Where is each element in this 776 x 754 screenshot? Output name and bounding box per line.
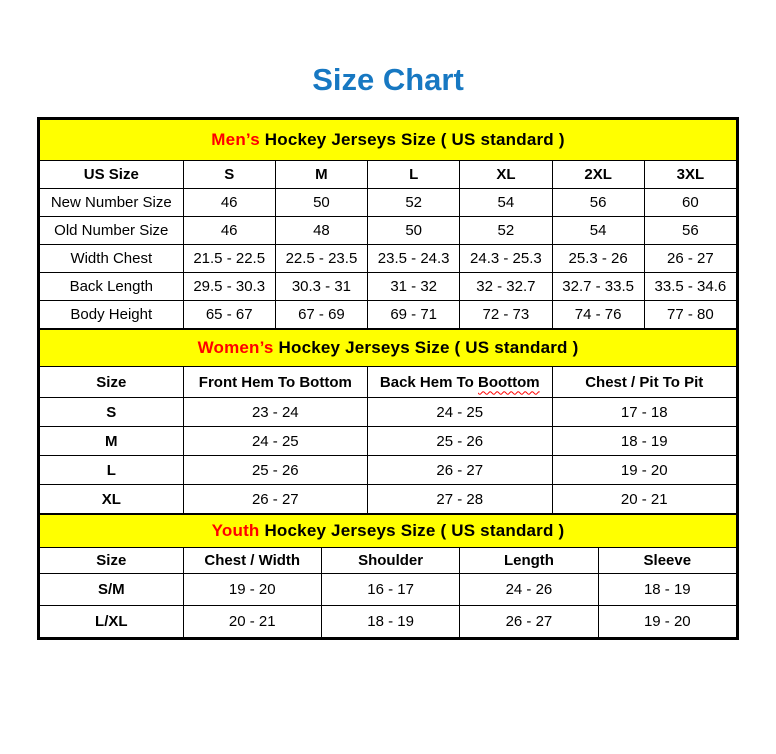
mens-row-label: Width Chest bbox=[40, 245, 184, 273]
mens-cell: 22.5 - 23.5 bbox=[275, 245, 367, 273]
mens-cell: 31 - 32 bbox=[368, 273, 460, 301]
womens-col-header-prefix: Back Hem To bbox=[379, 373, 474, 391]
womens-row-label: L bbox=[40, 456, 184, 485]
womens-section-rest: Hockey Jerseys Size ( US standard ) bbox=[273, 338, 579, 357]
youth-section-highlight: Youth bbox=[211, 521, 260, 540]
mens-cell: 69 - 71 bbox=[368, 301, 460, 329]
mens-cell: 67 - 69 bbox=[275, 301, 367, 329]
womens-section-header bbox=[40, 330, 737, 367]
mens-cell: 65 - 67 bbox=[183, 301, 275, 329]
womens-section-title bbox=[40, 330, 737, 367]
table-row bbox=[40, 301, 737, 329]
womens-row-label: M bbox=[40, 427, 184, 456]
mens-section-highlight: Men’s bbox=[211, 130, 260, 149]
womens-cell: 19 - 20 bbox=[552, 456, 736, 485]
table-row bbox=[40, 189, 737, 217]
youth-col-header: Size bbox=[40, 548, 184, 574]
table-row bbox=[40, 273, 737, 301]
mens-cell: 56 bbox=[644, 217, 736, 245]
table-row bbox=[40, 485, 737, 514]
mens-col-header: L bbox=[368, 161, 460, 189]
youth-row-label: L/XL bbox=[40, 606, 184, 638]
youth-section-header bbox=[40, 515, 737, 548]
youth-col-header: Chest / Width bbox=[183, 548, 321, 574]
mens-col-header: S bbox=[183, 161, 275, 189]
mens-column-header-row bbox=[40, 161, 737, 189]
womens-section-highlight: Women’s bbox=[197, 338, 274, 357]
mens-cell: 24.3 - 25.3 bbox=[460, 245, 552, 273]
womens-cell: 24 - 25 bbox=[368, 398, 552, 427]
womens-col-header: Size bbox=[40, 367, 184, 398]
misspelled-word-squiggle: Boottom bbox=[478, 373, 540, 391]
mens-cell: 74 - 76 bbox=[552, 301, 644, 329]
mens-cell: 23.5 - 24.3 bbox=[368, 245, 460, 273]
mens-cell: 56 bbox=[552, 189, 644, 217]
mens-row-label: Back Length bbox=[40, 273, 184, 301]
table-row bbox=[40, 456, 737, 485]
mens-row-label: Body Height bbox=[40, 301, 184, 329]
mens-cell: 33.5 - 34.6 bbox=[644, 273, 736, 301]
womens-cell: 25 - 26 bbox=[183, 456, 367, 485]
mens-cell: 29.5 - 30.3 bbox=[183, 273, 275, 301]
youth-cell: 16 - 17 bbox=[321, 574, 459, 606]
womens-col-header bbox=[368, 367, 552, 398]
mens-col-header: 2XL bbox=[552, 161, 644, 189]
mens-cell: 32 - 32.7 bbox=[460, 273, 552, 301]
mens-section-rest: Hockey Jerseys Size ( US standard ) bbox=[259, 130, 565, 149]
table-row bbox=[40, 398, 737, 427]
youth-cell: 20 - 21 bbox=[183, 606, 321, 638]
mens-cell: 46 bbox=[183, 189, 275, 217]
page-title: Size Chart bbox=[312, 62, 464, 97]
table-row bbox=[40, 245, 737, 273]
womens-cell: 24 - 25 bbox=[183, 427, 367, 456]
womens-cell: 26 - 27 bbox=[368, 456, 552, 485]
mens-row-label: Old Number Size bbox=[40, 217, 184, 245]
mens-cell: 52 bbox=[460, 217, 552, 245]
mens-cell: 60 bbox=[644, 189, 736, 217]
youth-size-table bbox=[39, 514, 737, 638]
womens-row-label: S bbox=[40, 398, 184, 427]
mens-cell: 30.3 - 31 bbox=[275, 273, 367, 301]
womens-row-label: XL bbox=[40, 485, 184, 514]
mens-col-header: US Size bbox=[40, 161, 184, 189]
youth-col-header: Length bbox=[460, 548, 598, 574]
mens-cell: 32.7 - 33.5 bbox=[552, 273, 644, 301]
womens-size-table bbox=[39, 329, 737, 514]
womens-col-header: Chest / Pit To Pit bbox=[552, 367, 736, 398]
youth-col-header: Shoulder bbox=[321, 548, 459, 574]
womens-cell: 20 - 21 bbox=[552, 485, 736, 514]
mens-row-label: New Number Size bbox=[40, 189, 184, 217]
womens-cell: 25 - 26 bbox=[368, 427, 552, 456]
mens-size-table bbox=[39, 119, 737, 329]
womens-col-header: Front Hem To Bottom bbox=[183, 367, 367, 398]
womens-column-header-row bbox=[40, 367, 737, 398]
youth-col-header: Sleeve bbox=[598, 548, 736, 574]
mens-cell: 48 bbox=[275, 217, 367, 245]
youth-cell: 18 - 19 bbox=[598, 574, 736, 606]
mens-col-header: M bbox=[275, 161, 367, 189]
youth-cell: 19 - 20 bbox=[598, 606, 736, 638]
mens-cell: 50 bbox=[275, 189, 367, 217]
mens-col-header: 3XL bbox=[644, 161, 736, 189]
youth-section-rest: Hockey Jerseys Size ( US standard ) bbox=[259, 521, 565, 540]
table-row bbox=[40, 217, 737, 245]
youth-column-header-row bbox=[40, 548, 737, 574]
youth-cell: 19 - 20 bbox=[183, 574, 321, 606]
womens-cell: 17 - 18 bbox=[552, 398, 736, 427]
mens-cell: 46 bbox=[183, 217, 275, 245]
mens-cell: 25.3 - 26 bbox=[552, 245, 644, 273]
mens-cell: 54 bbox=[552, 217, 644, 245]
mens-cell: 21.5 - 22.5 bbox=[183, 245, 275, 273]
youth-row-label: S/M bbox=[40, 574, 184, 606]
mens-cell: 77 - 80 bbox=[644, 301, 736, 329]
mens-cell: 54 bbox=[460, 189, 552, 217]
youth-cell: 18 - 19 bbox=[321, 606, 459, 638]
mens-cell: 50 bbox=[368, 217, 460, 245]
youth-cell: 26 - 27 bbox=[460, 606, 598, 638]
womens-cell: 23 - 24 bbox=[183, 398, 367, 427]
mens-section-title bbox=[40, 120, 737, 161]
youth-section-title bbox=[40, 515, 737, 548]
womens-cell: 18 - 19 bbox=[552, 427, 736, 456]
womens-cell: 27 - 28 bbox=[368, 485, 552, 514]
mens-cell: 72 - 73 bbox=[460, 301, 552, 329]
table-row bbox=[40, 427, 737, 456]
size-chart-container bbox=[37, 117, 739, 640]
table-row bbox=[40, 574, 737, 606]
womens-cell: 26 - 27 bbox=[183, 485, 367, 514]
mens-col-header: XL bbox=[460, 161, 552, 189]
mens-section-header bbox=[40, 120, 737, 161]
mens-cell: 26 - 27 bbox=[644, 245, 736, 273]
mens-cell: 52 bbox=[368, 189, 460, 217]
youth-cell: 24 - 26 bbox=[460, 574, 598, 606]
table-row bbox=[40, 606, 737, 638]
